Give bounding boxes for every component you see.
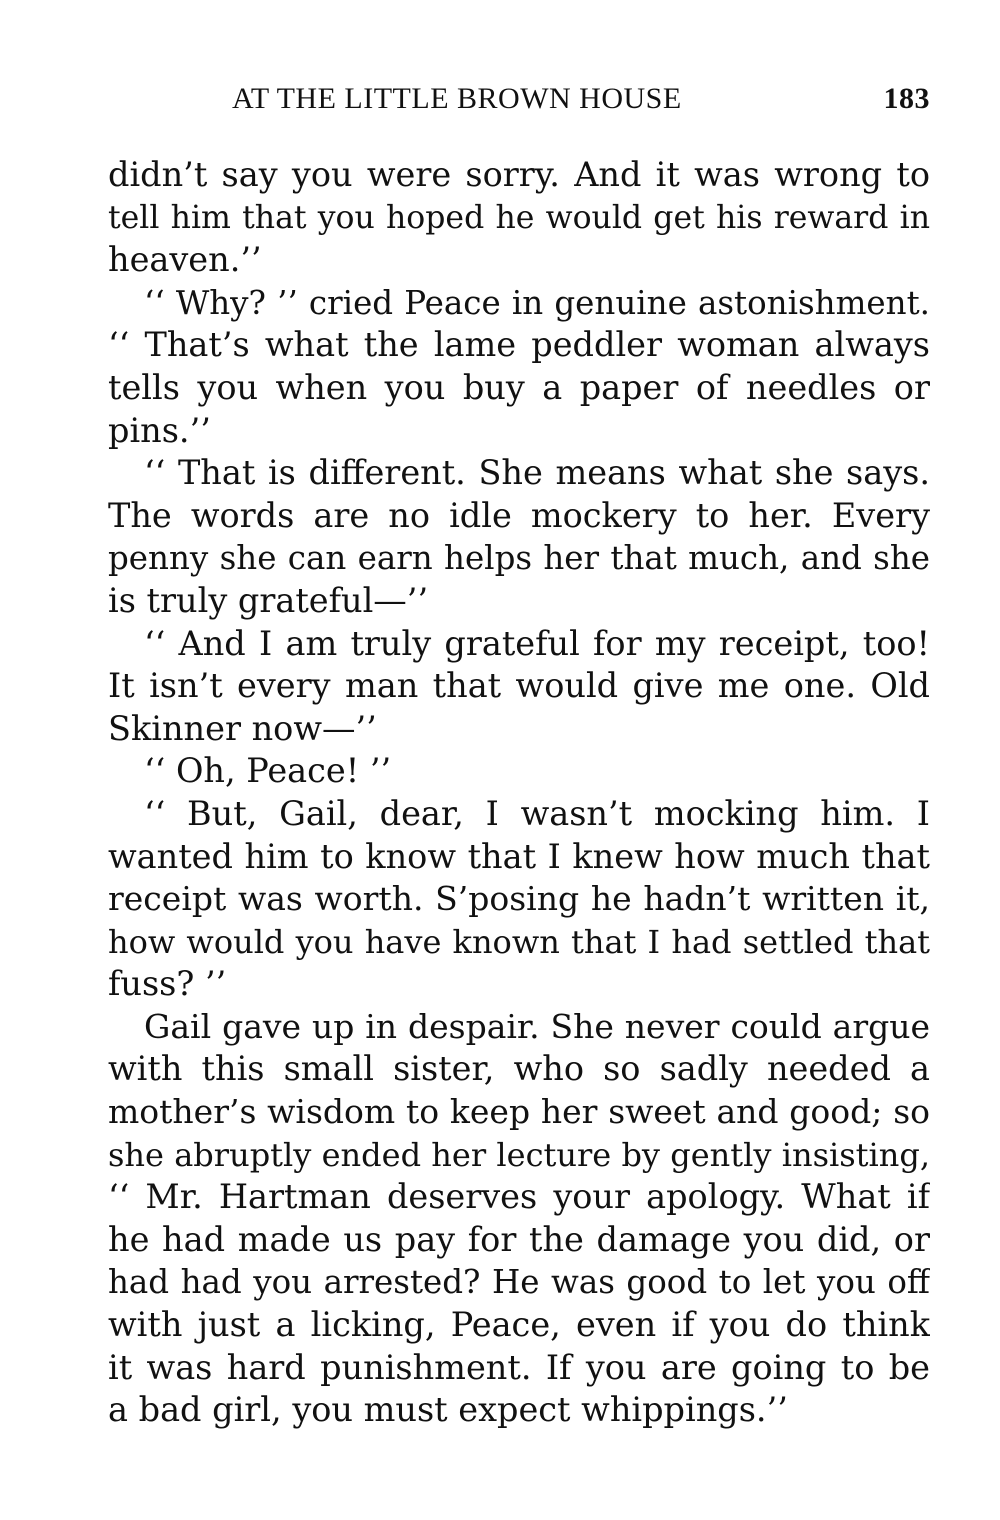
text-line: receipt was worth. S’posing he hadn’t written it, (108, 879, 930, 919)
running-title: AT THE LITTLE BROWN HOUSE (232, 82, 682, 115)
text-line: is truly grateful—’’ (108, 580, 429, 620)
text-line: with just a licking, Peace, even if you do think (108, 1305, 930, 1345)
running-head (108, 82, 930, 122)
text-line: ‘‘ Mr. Hartman deserves your apology. What if (108, 1177, 930, 1217)
text-line: heaven.’’ (108, 240, 262, 280)
text-line: a bad girl, you must expect whippings.’’ (108, 1390, 788, 1430)
text-line: The words are no idle mockery to her. Every (108, 495, 930, 535)
text-line: ‘‘ And I am truly grateful for my receipt, too! (144, 623, 930, 663)
text-line: tells you when you buy a paper of needles or (108, 367, 930, 407)
text-line: it was hard punishment. If you are going to be (108, 1347, 930, 1387)
text-line: didn’t say you were sorry. And it was wrong to (108, 155, 930, 194)
text-line: ‘‘ Oh, Peace! ’’ (144, 751, 392, 791)
text-line: Gail gave up in despair. She never could argue (144, 1006, 930, 1046)
text-line: ‘‘ Why? ’’ cried Peace in genuine astonishment. (144, 283, 930, 322)
text-line: It isn’t every man that would give me one. Old (108, 666, 930, 706)
text-line: ‘‘ That is different. She means what she says. (144, 453, 930, 493)
text-line: he had made us pay for the damage you did, or (108, 1219, 930, 1259)
text-line: with this small sister, who so sadly needed a (108, 1049, 930, 1089)
text-line: pins.’’ (108, 410, 211, 450)
text-line: Skinner now—’’ (108, 708, 377, 748)
text-line: mother’s wisdom to keep her sweet and good; so (108, 1092, 930, 1132)
text-line: how would you have known that I had settled that (108, 922, 930, 961)
page-number: 183 (883, 82, 930, 115)
text-line: she abruptly ended her lecture by gently insisting, (108, 1135, 930, 1174)
text-line: wanted him to know that I knew how much that (108, 836, 930, 876)
text-line: ‘‘ That’s what the lame peddler woman always (108, 325, 930, 365)
text-line: had had you arrested? He was good to let you off (108, 1263, 930, 1302)
text-line: tell him that you hoped he would get his reward in (108, 199, 930, 236)
text-line: ‘‘ But, Gail, dear, I wasn’t mocking him. I (144, 793, 930, 833)
body-text (108, 154, 930, 1432)
text-line: penny she can earn helps her that much, and she (108, 539, 930, 578)
text-line: fuss? ’’ (108, 964, 227, 1004)
